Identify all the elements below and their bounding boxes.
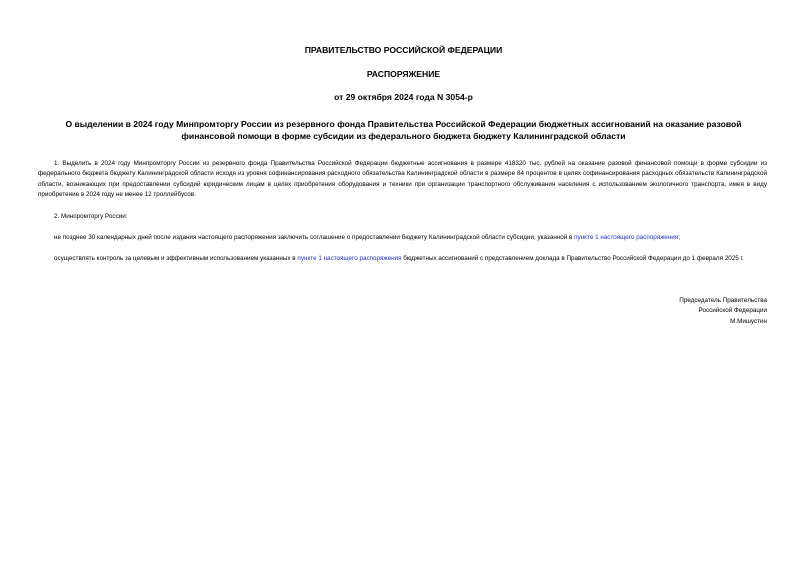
document-date-number: от 29 октября 2024 года N 3054-р <box>334 92 473 102</box>
link-point-1-second[interactable]: пункте 1 настоящего распоряжения <box>297 255 402 262</box>
paragraph-4 <box>38 254 767 264</box>
government-heading: ПРАВИТЕЛЬСТВО РОССИЙСКОЙ ФЕДЕРАЦИИ <box>304 45 503 55</box>
link-point-1[interactable]: пункте 1 настоящего распоряжения <box>574 234 679 241</box>
paragraph-3-text: не позднее 30 календарных дней после издания настоящего распоряжения заключить соглашение о предоставлении бюджету Калининградской области субсидии, указанной в <box>54 234 575 241</box>
document-type-heading: РАСПОРЯЖЕНИЕ <box>366 69 441 79</box>
signature-position-line-2: Российской Федерации <box>698 307 767 315</box>
paragraph-1: 1. Выделить в 2024 году Минпромторгу России из резервного фонда Правительства Российской Федерации бюджетные ассигнования в размере 418320 тыс. рублей на оказание разовой финансовой помощи в форме субсидии из федерального бюджета бюджету Калининградской области исходя из уровня софинансирования расходного обязательства Калининградской области в размере 84 процентов в целях софинансирования расходных обязательств Калининградской области, возникающих при предоставлении субсидий юридическим лицам в целях приобретения оборудования и техники при организации транспортного обслуживания населения с использованием экологичного транспорта, имея в виду приобретение в 2024 году не менее 12 троллейбусов. <box>38 160 767 199</box>
paragraph-4-end: бюджетных ассигнований с представлением доклада в Правительство Российской Федерации до 1 февраля 2025 г. <box>401 255 744 262</box>
paragraph-3-end: ; <box>678 234 680 241</box>
signature-name: М.Мишустин <box>730 317 767 325</box>
document-title: О выделении в 2024 году Минпромторгу России из резервного фонда Правительства Российской Федерации бюджетных ассигнований на оказание разовой финансовой помощи в форме субсидии из федерального бюджета бюджету Калининградской области <box>65 119 742 141</box>
paragraph-3 <box>38 233 767 243</box>
signature-position-line-1: Председатель Правительства <box>679 297 767 304</box>
paragraph-4-text: осуществлять контроль за целевым и эффективным использованием указанных в <box>54 255 298 262</box>
signature-block <box>467 296 767 327</box>
paragraph-2: 2. Минпромторгу России: <box>54 213 128 220</box>
